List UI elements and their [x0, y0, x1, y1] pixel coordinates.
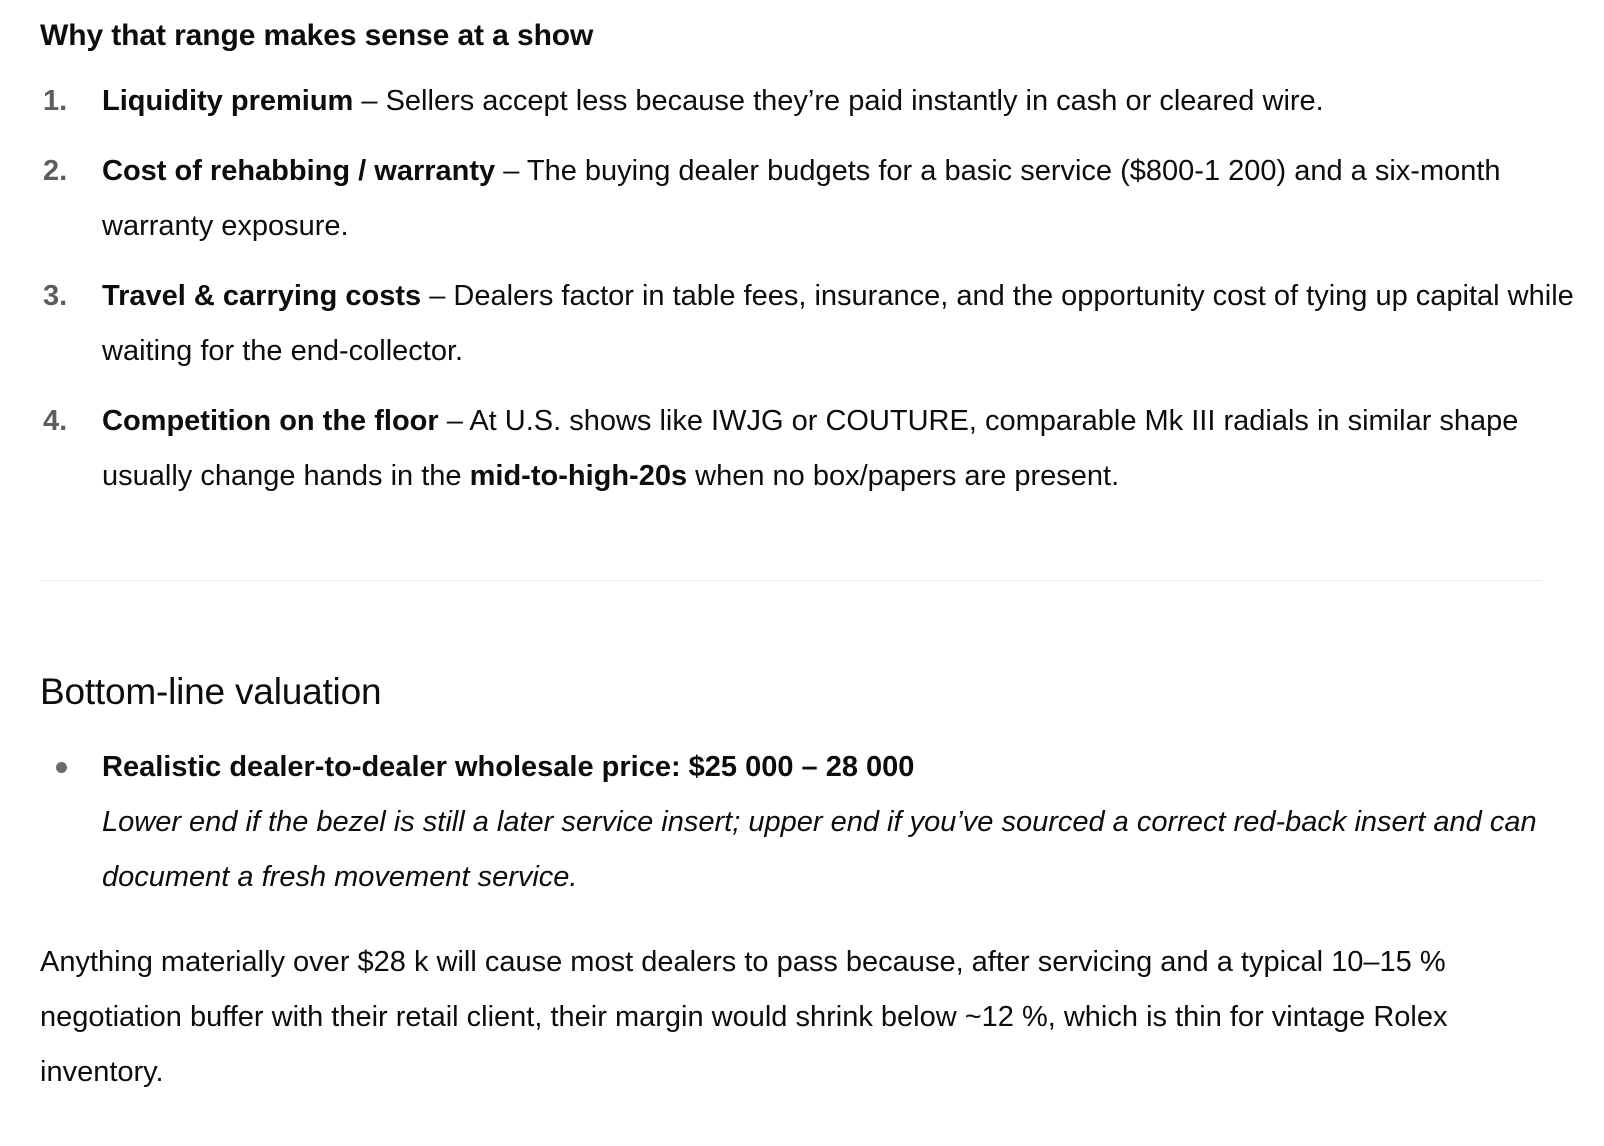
reason-title: Liquidity premium	[102, 85, 354, 117]
list-number: 2.	[43, 155, 68, 187]
reason-title: Cost of rehabbing / warranty	[102, 155, 496, 187]
list-item	[0, 394, 1580, 504]
list-number: 3.	[43, 280, 68, 312]
list-item	[0, 144, 1580, 254]
valuation-list	[0, 740, 1580, 905]
horizontal-rule	[40, 580, 1542, 581]
section-heading: Why that range makes sense at a show	[40, 19, 594, 52]
reason-text: – The buying dealer budgets for a basic service ($800-1 200) and a six-month warranty exposure.	[102, 155, 1501, 242]
list-number: 1.	[43, 85, 68, 117]
list-item	[0, 74, 1580, 129]
valuation-note: Lower end if the bezel is still a later service insert; upper end if you’ve sourced a correct red-back insert and can document a fresh movement service.	[102, 806, 1537, 893]
list-item	[0, 740, 1580, 905]
bullet-icon	[56, 762, 67, 773]
reason-title: Competition on the floor	[102, 405, 439, 437]
reason-text-end: when no box/papers are present.	[687, 460, 1120, 492]
closing-paragraph: Anything materially over $28 k will cause most dealers to pass because, after servicing and a typical 10–15 % negotiation buffer with their retail client, their margin would shrink below ~12 %, which is thin for vintage Rolex inventory.	[40, 946, 1448, 1088]
valuation-heading: Bottom-line valuation	[40, 671, 382, 712]
valuation-price: Realistic dealer-to-dealer wholesale price: $25 000 – 28 000	[102, 751, 915, 783]
reason-text: – At U.S. shows like IWJG or COUTURE, comparable Mk III radials in similar shape usually change hands in the	[102, 405, 1519, 492]
reason-text: – Dealers factor in table fees, insurance, and the opportunity cost of tying up capital while waiting for the end-collector.	[102, 280, 1574, 367]
list-number: 4.	[43, 405, 68, 437]
reason-highlight: mid-to-high-20s	[469, 460, 688, 492]
list-item	[0, 269, 1580, 379]
reason-text: – Sellers accept less because they’re paid instantly in cash or cleared wire.	[353, 85, 1324, 117]
reason-title: Travel & carrying costs	[102, 280, 422, 312]
reasons-list	[0, 74, 1580, 519]
